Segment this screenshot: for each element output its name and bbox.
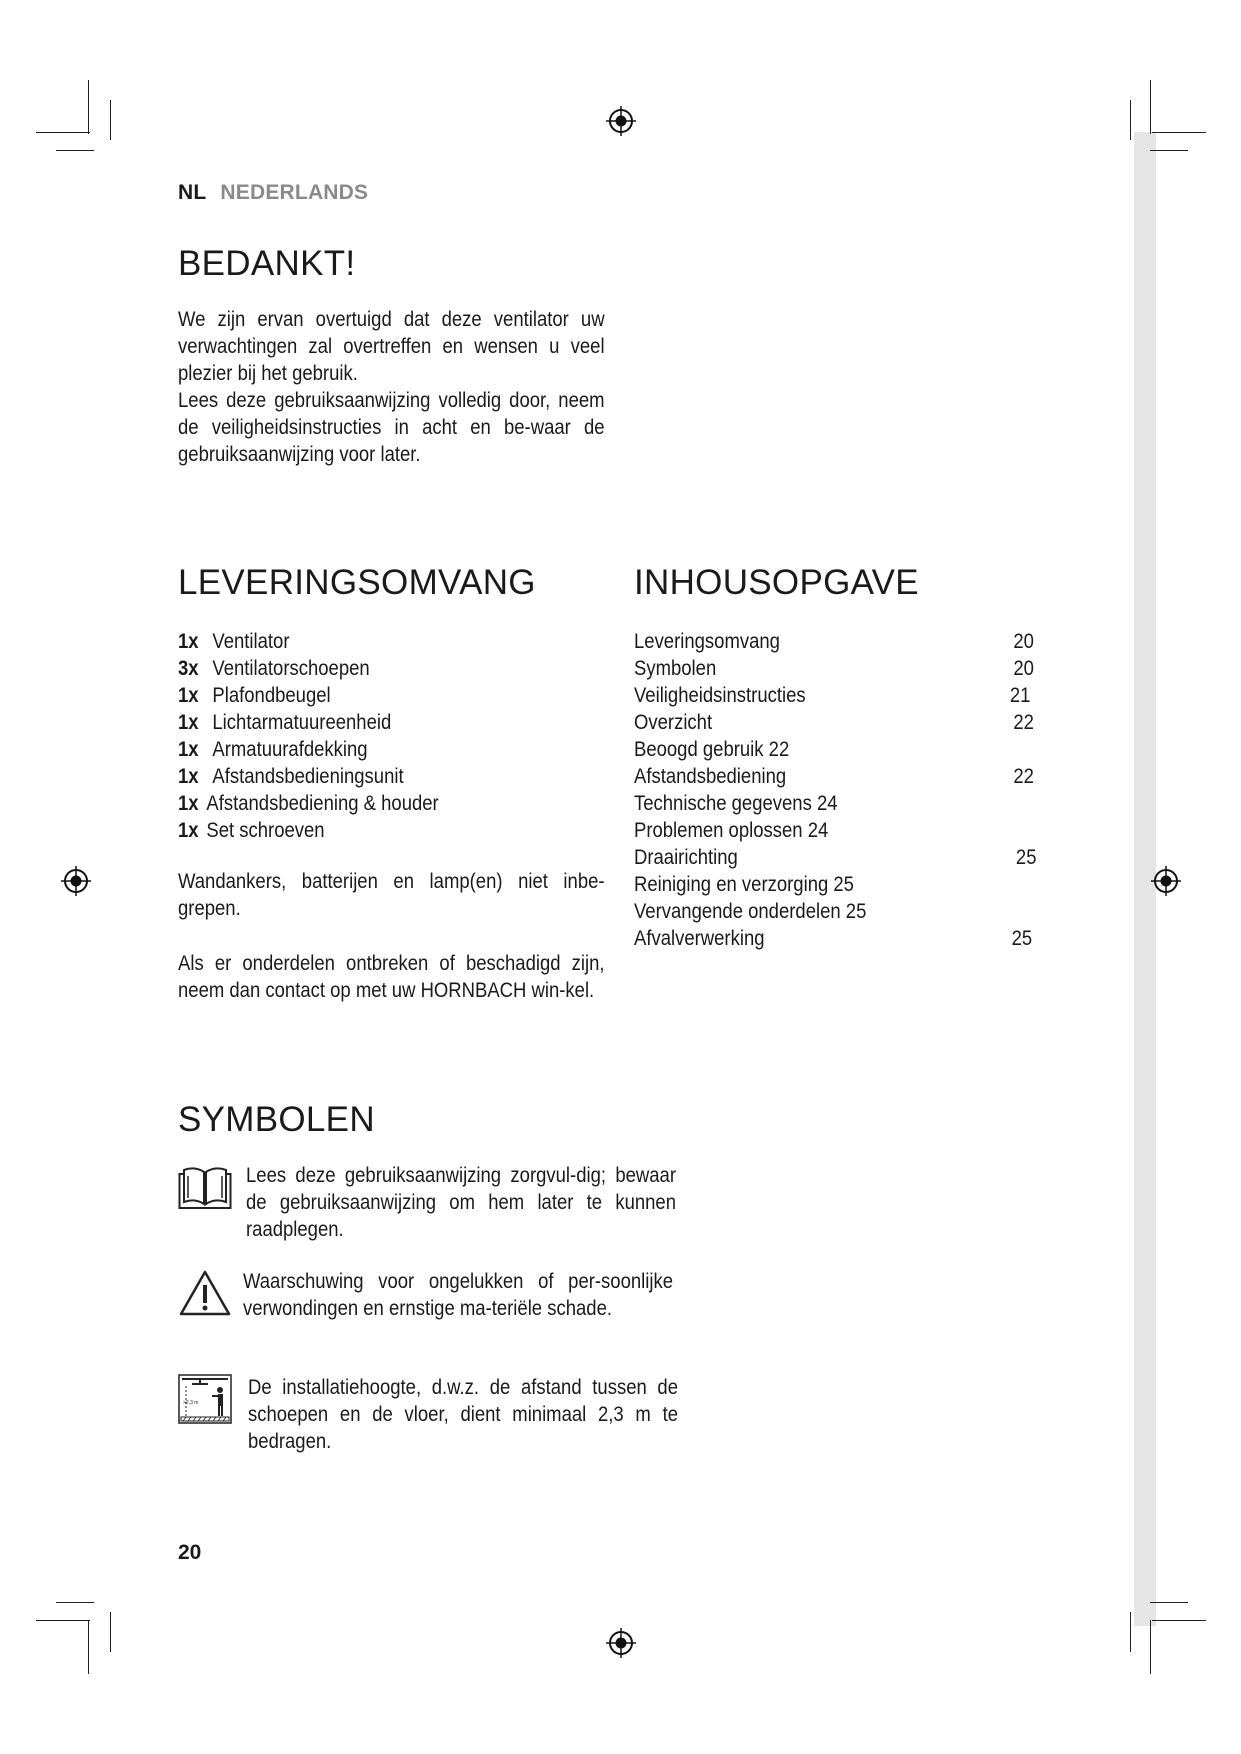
crop-mark — [88, 1620, 89, 1674]
toc-label: Beoogd gebruik 22 — [634, 737, 790, 761]
crop-mark — [36, 132, 90, 133]
book-icon — [178, 1162, 232, 1212]
toc-label: Draairichting — [634, 845, 738, 869]
list-item — [178, 817, 591, 844]
toc-label: Reiniging en verzorging 25 — [634, 872, 854, 896]
item-qty: 1x — [178, 818, 199, 842]
toc-page: 20 — [1013, 656, 1034, 680]
toc-row[interactable] — [634, 790, 1034, 817]
toc-label: Problemen oplossen 24 — [634, 818, 829, 842]
crop-mark — [1152, 1620, 1206, 1621]
crop-mark — [1130, 1612, 1131, 1652]
toc-label: Overzicht — [634, 710, 713, 734]
item-qty: 1x — [178, 737, 199, 761]
scope-list — [178, 628, 591, 844]
toc-row[interactable] — [634, 655, 1034, 682]
toc-label: Leveringsomvang — [634, 629, 780, 653]
toc-page: 25 — [1015, 845, 1037, 869]
crop-mark — [88, 80, 89, 134]
item-qty: 3x — [178, 656, 199, 680]
toc-row[interactable] — [634, 871, 1034, 898]
item-name: Armatuurafdekking — [212, 737, 368, 761]
crop-mark — [1150, 1602, 1188, 1603]
thanks-title: BEDANKT! — [178, 244, 356, 283]
crop-mark — [1150, 80, 1151, 134]
thanks-paragraph-2: Lees deze gebruiksaanwijzing volledig door, neem de veiligheidsinstructies in acht en be-waar de gebruiksaanwijzing voor later. — [178, 388, 605, 466]
list-item — [178, 736, 591, 763]
toc-row[interactable] — [634, 763, 1034, 790]
toc-row[interactable] — [634, 898, 1034, 925]
list-item — [178, 655, 591, 682]
height-label: >2,3 m — [183, 1400, 199, 1406]
crop-mark — [1150, 1620, 1151, 1674]
registration-mark-icon — [606, 1628, 636, 1658]
language-code: NL — [178, 181, 207, 204]
list-item — [178, 790, 591, 817]
toc-label: Afstandsbediening — [634, 764, 787, 788]
symbol-text: Lees deze gebruiksaanwijzing zorgvul-dig; bewaar de gebruiksaanwijzing om hem later te kunnen raadplegen. — [246, 1163, 676, 1241]
toc-title: INHOUSOPGAVE — [634, 563, 919, 602]
scope-note-1: Wandankers, batterijen en lamp(en) niet inbe-grepen. — [178, 869, 605, 920]
toc-row[interactable] — [634, 736, 1034, 763]
warning-triangle-icon — [178, 1268, 232, 1318]
list-item — [178, 682, 591, 709]
crop-mark — [36, 1620, 90, 1621]
symbols-title: SYMBOLEN — [178, 1100, 375, 1139]
item-qty: 1x — [178, 710, 199, 734]
item-name: Plafondbeugel — [212, 683, 331, 707]
crop-mark — [110, 100, 111, 140]
list-item — [178, 709, 591, 736]
toc-label: Veiligheidsinstructies — [634, 683, 806, 707]
item-qty: 1x — [178, 629, 199, 653]
toc-label: Technische gegevens 24 — [634, 791, 838, 815]
list-item — [178, 763, 591, 790]
language-name: NEDERLANDS — [220, 181, 369, 204]
toc-label: Afvalverwerking — [634, 926, 765, 950]
item-name: Afstandsbedieningsunit — [212, 764, 404, 788]
toc-label: Symbolen — [634, 656, 717, 680]
item-name: Set schroeven — [206, 818, 325, 842]
toc-page: 25 — [1011, 926, 1033, 950]
toc-page: 22 — [1013, 710, 1034, 734]
crop-mark — [110, 1612, 111, 1652]
scope-note-2: Als er onderdelen ontbreken of beschadigd zijn, neem dan contact op met uw HORNBACH win-kel. — [178, 951, 605, 1002]
toc-page: 21 — [1009, 683, 1031, 707]
toc-row[interactable] — [634, 709, 1034, 736]
item-name: Lichtarmatuureenheid — [212, 710, 392, 734]
item-qty: 1x — [178, 683, 199, 707]
page-number: 20 — [178, 1541, 202, 1564]
scope-title: LEVERINGSOMVANG — [178, 563, 536, 602]
toc-label: Vervangende onderdelen 25 — [634, 899, 867, 923]
crop-mark — [1152, 132, 1206, 133]
toc-row[interactable] — [634, 817, 1034, 844]
registration-mark-icon — [606, 106, 636, 136]
item-name: Ventilatorschoepen — [212, 656, 370, 680]
toc-row[interactable] — [634, 844, 1037, 871]
table-of-contents — [634, 628, 1037, 952]
thanks-text — [178, 306, 605, 468]
item-name: Afstandsbediening & houder — [206, 791, 439, 815]
registration-mark-icon — [1151, 866, 1181, 896]
installation-height-icon — [178, 1374, 232, 1424]
toc-row[interactable] — [634, 925, 1034, 952]
toc-row[interactable] — [634, 628, 1034, 655]
registration-mark-icon — [61, 866, 91, 896]
toc-page: 22 — [1013, 764, 1034, 788]
crop-mark — [1130, 100, 1131, 140]
symbol-text: De installatiehoogte, d.w.z. de afstand tussen de schoepen en de vloer, dient minimaal 2,3 m te bedragen. — [248, 1375, 678, 1453]
language-header — [178, 181, 368, 205]
symbol-text: Waarschuwing voor ongelukken of per-soonlijke verwondingen en ernstige ma-teriële schade. — [243, 1269, 673, 1320]
toc-page: 20 — [1013, 629, 1034, 653]
toc-row[interactable] — [634, 682, 1034, 709]
item-name: Ventilator — [212, 629, 290, 653]
crop-mark — [1150, 150, 1188, 151]
crop-mark — [56, 150, 94, 151]
list-item — [178, 628, 591, 655]
item-qty: 1x — [178, 764, 199, 788]
crop-mark — [56, 1602, 94, 1603]
thanks-paragraph-1: We zijn ervan overtuigd dat deze ventilator uw verwachtingen zal overtreffen en wensen u veel plezier bij het gebruik. — [178, 307, 605, 385]
item-qty: 1x — [178, 791, 199, 815]
